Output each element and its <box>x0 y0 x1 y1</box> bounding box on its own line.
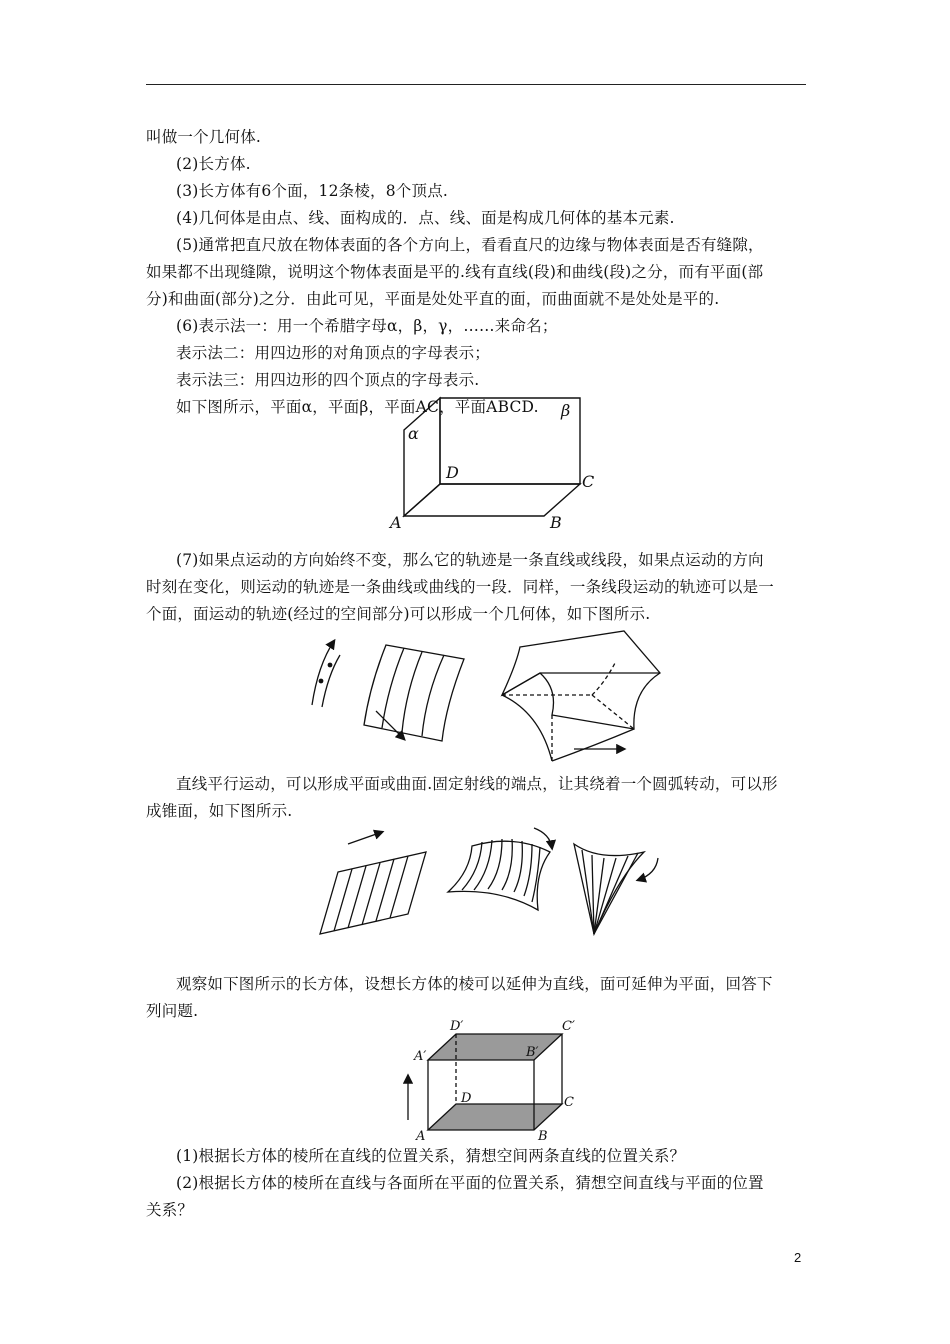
label-C: C <box>564 1095 574 1110</box>
text-line: 如下图所示，平面α，平面β，平面AC，平面ABCD. <box>176 398 539 416</box>
label-B: B <box>538 1129 548 1140</box>
text-line: 个面，面运动的轨迹(经过的空间部分)可以形成一个几何体，如下图所示. <box>146 605 651 623</box>
text-line: 时刻在变化，则运动的轨迹是一条曲线或曲线的一段．同样，一条线段运动的轨迹可以是一 <box>146 578 775 596</box>
text-line: 如果都不出现缝隙，说明这个物体表面是平的.线有直线(段)和曲线(段)之分，而有平面(部 <box>146 263 764 281</box>
text-line: (3)长方体有6个面，12条棱，8个顶点. <box>176 182 449 200</box>
text-line: 叫做一个几何体. <box>146 128 262 146</box>
plane-figure <box>380 392 610 537</box>
surface-figure <box>312 822 684 938</box>
label-A: A <box>416 1129 426 1140</box>
label-A1: A′ <box>414 1049 427 1064</box>
label-D: D <box>461 1091 472 1106</box>
cuboid-figure <box>394 1018 590 1140</box>
label-A: A <box>390 513 402 532</box>
text-line: 成锥面，如下图所示. <box>146 802 293 820</box>
label-C1: C′ <box>562 1019 575 1034</box>
label-beta: β <box>561 401 571 420</box>
label-D: D <box>446 463 459 482</box>
text-line: 分)和曲面(部分)之分．由此可见，平面是处处平直的面，而曲面就不是处处是平的. <box>146 290 720 308</box>
text-line: 表示法三：用四边形的四个顶点的字母表示. <box>176 371 480 389</box>
text-line: 关系？ <box>146 1201 194 1219</box>
label-alpha: α <box>408 424 419 443</box>
text-line: (6)表示法一：用一个希腊字母α，β，γ，……来命名； <box>176 317 558 335</box>
text-line: (2)长方体. <box>176 155 251 173</box>
text-line: 直线平行运动，可以形成平面或曲面.固定射线的端点，让其绕着一个圆弧转动，可以形 <box>176 775 778 793</box>
text-line: 列问题. <box>146 1002 199 1020</box>
page-number: 2 <box>794 1250 802 1265</box>
text-line: (2)根据长方体的棱所在直线与各面所在平面的位置关系，猜想空间直线与平面的位置 <box>176 1174 764 1192</box>
label-B: B <box>550 513 562 532</box>
text-line: (7)如果点运动的方向始终不变，那么它的轨迹是一条直线或线段，如果点运动的方向 <box>176 551 764 569</box>
text-line: (1)根据长方体的棱所在直线的位置关系，猜想空间两条直线的位置关系？ <box>176 1147 686 1165</box>
text-line: (4)几何体是由点、线、面构成的．点、线、面是构成几何体的基本元素. <box>176 209 675 227</box>
label-B1: B′ <box>526 1045 539 1060</box>
text-line: 观察如下图所示的长方体，设想长方体的棱可以延伸为直线，面可延伸为平面，回答下 <box>176 975 773 993</box>
label-D1: D′ <box>450 1019 464 1034</box>
text-line: 表示法二：用四边形的对角顶点的字母表示； <box>176 344 491 362</box>
label-C: C <box>582 472 595 491</box>
text-line: (5)通常把直尺放在物体表面的各个方向上，看看直尺的边缘与物体表面是否有缝隙， <box>176 236 764 254</box>
motion-figure <box>296 625 676 765</box>
header-rule <box>146 84 806 85</box>
